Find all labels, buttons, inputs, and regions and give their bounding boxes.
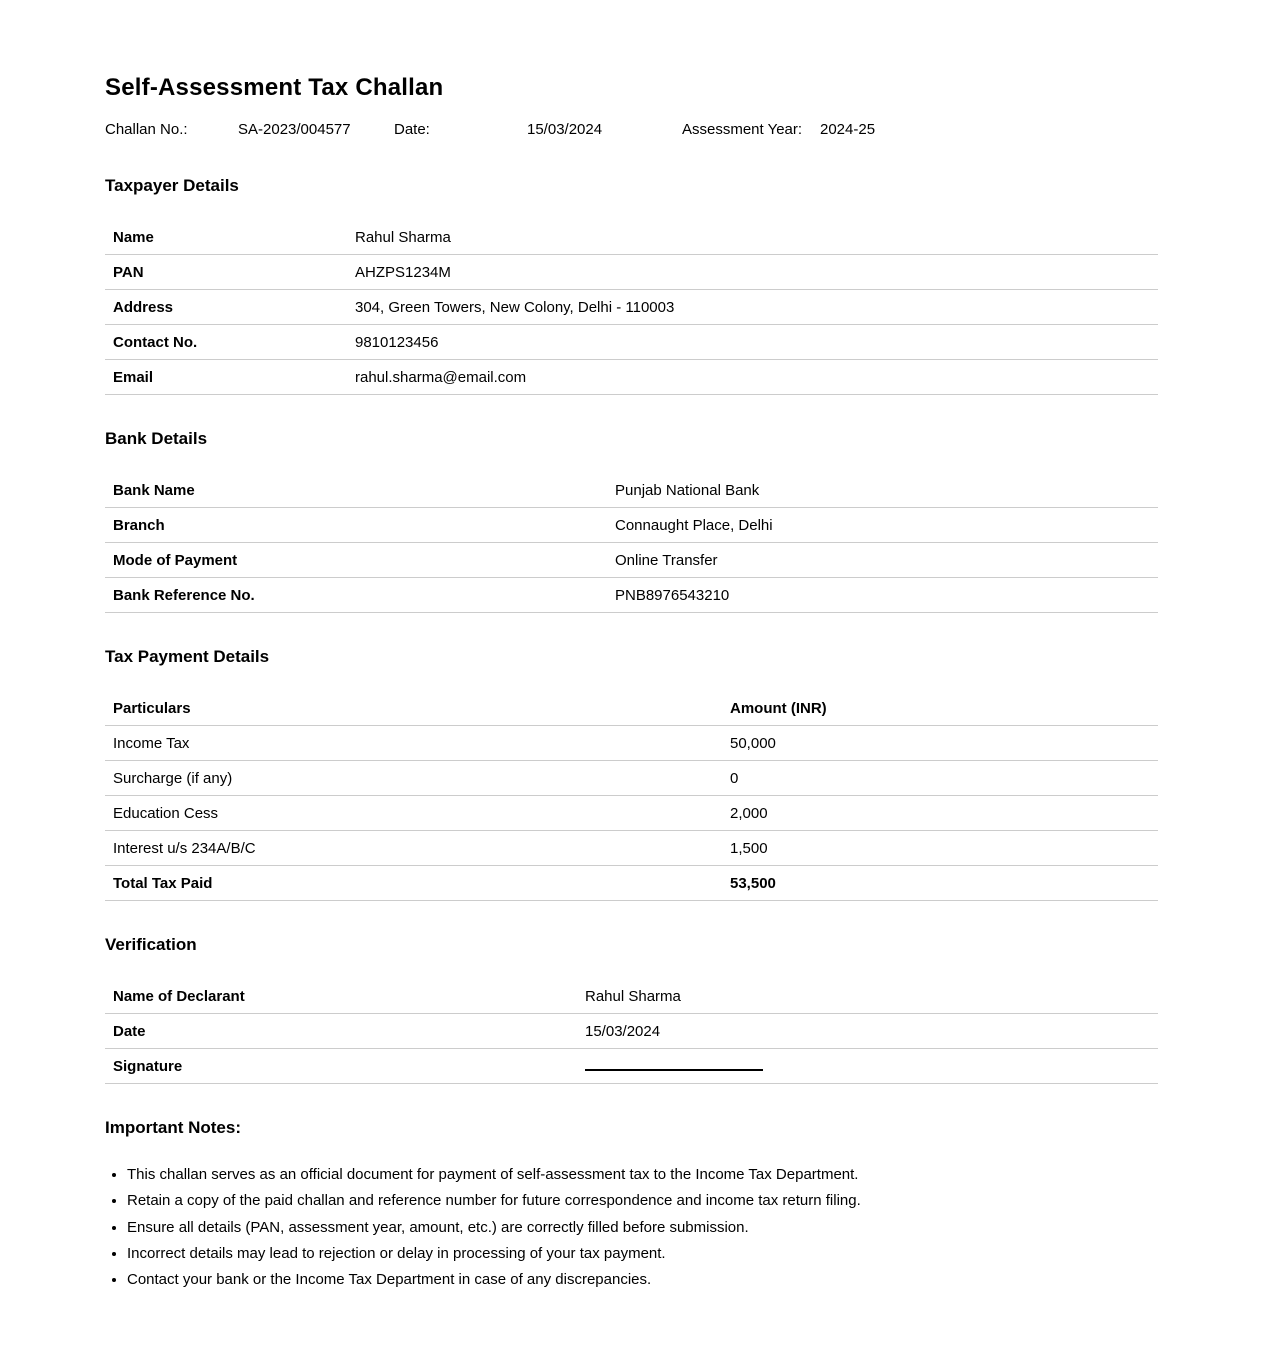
note-item: • Ensure all details (PAN, assessment year, amount, etc.) are correctly filled before submission. (127, 1215, 1158, 1241)
field-label-verification-date: Date (113, 1022, 146, 1040)
verification-table (105, 979, 1158, 1084)
field-value-payment-mode: Online Transfer (615, 551, 718, 569)
table-total-row (105, 866, 1158, 901)
field-label-pan: PAN (113, 263, 144, 281)
note-item: • Contact your bank or the Income Tax Department in case of any discrepancies. (127, 1267, 1158, 1293)
column-header-amount: Amount (INR) (730, 699, 827, 717)
field-label-signature: Signature (113, 1057, 183, 1075)
table-row (105, 796, 1158, 831)
table-row (105, 1014, 1158, 1049)
field-value-contact: 9810123456 (355, 333, 439, 351)
taxpayer-details-heading: Taxpayer Details (105, 176, 239, 195)
date-value: 15/03/2024 (527, 121, 603, 138)
field-label-address: Address (113, 298, 174, 316)
field-label-bank-name: Bank Name (113, 481, 195, 499)
particular-interest: Interest u/s 234A/B/C (113, 839, 256, 857)
assessment-year-value: 2024-25 (820, 121, 876, 138)
bank-details-heading: Bank Details (105, 429, 208, 448)
date-label: Date: (394, 121, 430, 138)
amount-surcharge: 0 (730, 769, 739, 787)
important-notes-list (105, 1162, 1158, 1293)
table-row (105, 543, 1158, 578)
table-row (105, 979, 1158, 1014)
amount-income-tax: 50,000 (730, 734, 776, 752)
field-value-declarant: Rahul Sharma (585, 987, 681, 1005)
total-tax-paid-value: 53,500 (730, 874, 776, 892)
important-notes-heading: Important Notes: (105, 1118, 241, 1137)
field-label-payment-mode: Mode of Payment (113, 551, 238, 569)
challan-no-value: SA-2023/004577 (238, 121, 351, 138)
field-value-pan: AHZPS1234M (355, 263, 451, 281)
table-row (105, 1049, 1158, 1084)
field-value-name: Rahul Sharma (355, 228, 451, 246)
field-label-contact: Contact No. (113, 333, 198, 351)
table-row (105, 508, 1158, 543)
signature-field (585, 1058, 763, 1075)
challan-no-label: Challan No.: (105, 121, 188, 138)
page-title: Self-Assessment Tax Challan (105, 74, 444, 101)
table-row (105, 473, 1158, 508)
table-header-row (105, 691, 1158, 726)
note-item: • This challan serves as an official document for payment of self-assessment tax to the Income Tax Department. (127, 1162, 1158, 1188)
assessment-year-label: Assessment Year: (682, 121, 803, 138)
field-value-address: 304, Green Towers, New Colony, Delhi - 110003 (355, 298, 675, 316)
table-row (105, 325, 1158, 360)
column-header-particulars: Particulars (113, 699, 191, 717)
table-row (105, 360, 1158, 395)
signature-line (585, 1058, 763, 1071)
table-row (105, 761, 1158, 796)
taxpayer-details-table (105, 220, 1158, 395)
amount-education-cess: 2,000 (730, 804, 768, 822)
field-label-branch: Branch (113, 516, 165, 534)
note-item: • Retain a copy of the paid challan and reference number for future correspondence and income tax return filing. (127, 1188, 1158, 1214)
particular-income-tax: Income Tax (113, 734, 190, 752)
bank-details-table (105, 473, 1158, 613)
field-value-email: rahul.sharma@email.com (355, 368, 527, 386)
field-value-bank-name: Punjab National Bank (615, 481, 760, 499)
table-row (105, 255, 1158, 290)
note-item: • Incorrect details may lead to rejection or delay in processing of your tax payment. (127, 1241, 1158, 1267)
total-tax-paid-label: Total Tax Paid (113, 874, 213, 892)
field-label-email: Email (113, 368, 154, 386)
table-row (105, 726, 1158, 761)
field-label-declarant: Name of Declarant (113, 987, 245, 1005)
verification-heading: Verification (105, 935, 197, 954)
field-value-bank-reference: PNB8976543210 (615, 586, 730, 604)
particular-surcharge: Surcharge (if any) (113, 769, 233, 787)
table-row (105, 290, 1158, 325)
challan-meta-row (105, 120, 1158, 140)
tax-payment-table (105, 691, 1158, 901)
table-row (105, 831, 1158, 866)
table-row (105, 578, 1158, 613)
field-value-verification-date: 15/03/2024 (585, 1022, 661, 1040)
amount-interest: 1,500 (730, 839, 768, 857)
field-label-name: Name (113, 228, 154, 246)
table-row (105, 220, 1158, 255)
field-label-bank-reference: Bank Reference No. (113, 586, 255, 604)
particular-education-cess: Education Cess (113, 804, 219, 822)
tax-payment-details-heading: Tax Payment Details (105, 647, 270, 666)
field-value-branch: Connaught Place, Delhi (615, 516, 773, 534)
